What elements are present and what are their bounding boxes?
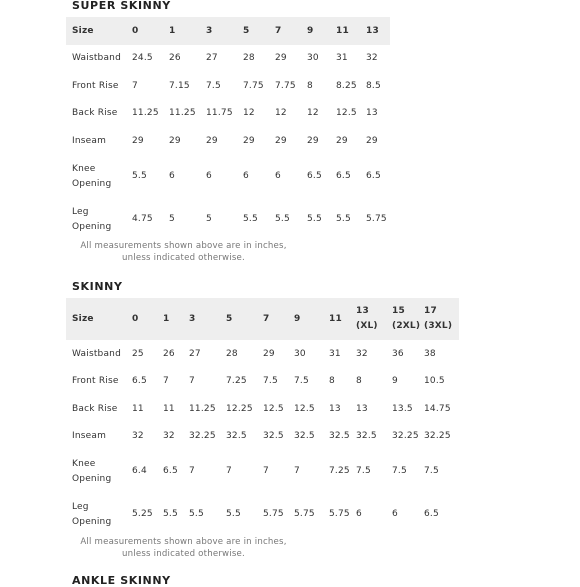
measurement-cell: 7 <box>294 466 300 476</box>
measurement-cell: 6.5 <box>336 171 351 181</box>
measurement-cell: 6.5 <box>163 466 178 476</box>
size-table-body <box>66 17 390 241</box>
size-table-skinny <box>66 298 459 536</box>
measurement-cell: 4.75 <box>132 214 153 224</box>
measurement-cell: 25 <box>132 348 144 359</box>
header-size-cell: 17 (3XL) <box>418 298 459 340</box>
header-size-cell: 0 <box>126 17 163 45</box>
measurement-cell: 12 <box>307 108 319 118</box>
measurement-cell: 11.75 <box>206 108 233 118</box>
measurement-cell: 29 <box>275 135 287 146</box>
measurement-cell: 12 <box>243 108 255 118</box>
measurement-cell: 7 <box>132 80 138 91</box>
header-size-cell: 1 <box>163 17 200 45</box>
measurement-cell: 13 <box>366 108 378 118</box>
size-table-super-skinny <box>66 17 390 241</box>
measurement-cell: 11.25 <box>132 108 159 118</box>
measurement-cell: 8 <box>329 376 335 386</box>
measurement-cell: 5.5 <box>243 214 258 224</box>
measurement-cell: 13.5 <box>392 403 413 414</box>
measurement-cell: 5.5 <box>275 214 290 224</box>
measurement-cell: 13 <box>356 403 368 414</box>
measurement-cell: 5.75 <box>294 509 315 519</box>
header-size-cell: 7 <box>257 298 288 340</box>
measurement-cell: 5.5 <box>226 509 241 519</box>
size-table-body <box>66 298 459 536</box>
measurement-cell: 32.5 <box>356 431 377 441</box>
measurement-cell: 32 <box>366 53 378 63</box>
header-size-cell: 15 (2XL) <box>386 298 418 340</box>
measurement-cell: 6.5 <box>366 171 381 181</box>
measurement-cell: 32 <box>132 431 144 441</box>
measurement-cell: 32.25 <box>392 431 419 441</box>
measurement-cell: 7 <box>226 466 232 476</box>
row-label: Leg Opening <box>72 206 112 232</box>
measurement-cell: 11.25 <box>189 403 216 414</box>
table-row <box>66 45 390 72</box>
measurement-cell: 12.5 <box>336 108 357 118</box>
header-size-cell: 3 <box>183 298 220 340</box>
header-size-cell: 5 <box>237 17 269 45</box>
measurement-cell: 32 <box>163 431 175 441</box>
measurement-cell: 8.5 <box>366 80 381 91</box>
measurement-cell: 31 <box>336 53 348 63</box>
measurement-cell: 7.5 <box>294 376 309 386</box>
row-label: Knee Opening <box>72 458 112 484</box>
measurement-cell: 28 <box>243 53 255 63</box>
row-label: Inseam <box>72 431 107 441</box>
measurement-cell: 26 <box>169 53 181 63</box>
header-size-cell: 1 <box>157 298 183 340</box>
section-title-super-skinny: SUPER SKINNY <box>72 0 171 12</box>
measurement-cell: 29 <box>263 348 275 359</box>
row-label: Front Rise <box>72 80 119 91</box>
table-row <box>66 450 459 493</box>
measurement-cell: 7.75 <box>275 80 296 91</box>
measurement-cell: 31 <box>329 348 341 359</box>
measurement-cell: 29 <box>243 135 255 146</box>
header-size-cell: 9 <box>301 17 330 45</box>
measurement-cell: 5.5 <box>189 509 204 519</box>
measurement-cell: 27 <box>189 348 201 359</box>
table-row <box>66 72 390 100</box>
measurement-cell: 5 <box>206 214 212 224</box>
table-row <box>66 368 459 395</box>
measurement-cell: 38 <box>424 348 436 359</box>
table-row <box>66 155 390 198</box>
measurement-cell: 5.75 <box>263 509 284 519</box>
measurement-cell: 13 <box>329 403 341 414</box>
measurement-cell: 12.5 <box>263 403 284 414</box>
header-size-cell: 13 (XL) <box>350 298 386 340</box>
measurement-cell: 5.25 <box>132 509 153 519</box>
note-line: All measurements shown above are in inches, <box>80 241 287 251</box>
measurement-cell: 12.5 <box>294 403 315 414</box>
measurement-cell: 5.5 <box>163 509 178 519</box>
measurement-cell: 5.75 <box>366 214 387 224</box>
measurement-cell: 6.5 <box>132 376 147 386</box>
measurement-cell: 7.15 <box>169 80 190 91</box>
measurement-cell: 32.5 <box>263 431 284 441</box>
measurement-cell: 29 <box>275 53 287 63</box>
measurement-cell: 6 <box>169 171 175 181</box>
table-row <box>66 100 390 127</box>
measurement-cell: 5.75 <box>329 509 350 519</box>
measurement-cell: 8 <box>356 376 362 386</box>
header-size-cell: 11 <box>330 17 360 45</box>
measurement-cell: 6 <box>356 509 362 519</box>
measurement-cell: 6 <box>275 171 281 181</box>
table-row <box>66 198 390 241</box>
measurement-cell: 8 <box>307 80 313 91</box>
measurement-note-skinny <box>66 536 301 560</box>
measurement-cell: 32.5 <box>294 431 315 441</box>
table-row <box>66 423 459 450</box>
measurement-cell: 32 <box>356 348 368 359</box>
row-label: Waistband <box>72 348 122 359</box>
measurement-cell: 11 <box>132 403 144 414</box>
measurement-cell: 30 <box>307 53 319 63</box>
table-header-row <box>66 298 459 340</box>
row-label: Inseam <box>72 135 107 146</box>
measurement-cell: 14.75 <box>424 403 451 414</box>
header-size-cell: 3 <box>200 17 237 45</box>
measurement-cell: 5.5 <box>307 214 322 224</box>
measurement-cell: 29 <box>206 135 218 146</box>
measurement-cell: 32.25 <box>424 431 451 441</box>
measurement-cell: 29 <box>307 135 319 146</box>
header-size-cell: 0 <box>126 298 157 340</box>
note-line: All measurements shown above are in inches, <box>80 537 287 547</box>
measurement-cell: 12.25 <box>226 403 253 414</box>
row-label: Waistband <box>72 53 122 63</box>
measurement-cell: 26 <box>163 348 175 359</box>
measurement-cell: 29 <box>336 135 348 146</box>
header-size-label: Size <box>66 298 126 340</box>
measurement-cell: 32.5 <box>329 431 350 441</box>
measurement-cell: 6.5 <box>307 171 322 181</box>
table-row <box>66 493 459 536</box>
header-size-cell: 7 <box>269 17 301 45</box>
measurement-cell: 7.5 <box>392 466 407 476</box>
measurement-cell: 7.25 <box>226 376 247 386</box>
header-size-cell: 13 <box>360 17 390 45</box>
table-row <box>66 340 459 368</box>
measurement-cell: 10.5 <box>424 376 445 386</box>
row-label: Back Rise <box>72 403 118 414</box>
measurement-cell: 30 <box>294 348 306 359</box>
measurement-cell: 7.5 <box>206 80 221 91</box>
row-label: Back Rise <box>72 108 118 118</box>
header-size-cell: 11 <box>323 298 350 340</box>
measurement-note-super-skinny <box>66 240 301 264</box>
header-size-cell: 5 <box>220 298 257 340</box>
measurement-cell: 27 <box>206 53 218 63</box>
measurement-cell: 6 <box>392 509 398 519</box>
measurement-cell: 7.25 <box>329 466 350 476</box>
measurement-cell: 9 <box>392 376 398 386</box>
measurement-cell: 29 <box>366 135 378 146</box>
measurement-cell: 7 <box>263 466 269 476</box>
measurement-cell: 7.5 <box>356 466 371 476</box>
measurement-cell: 7.5 <box>424 466 439 476</box>
row-label: Knee Opening <box>72 163 112 189</box>
measurement-cell: 28 <box>226 348 238 359</box>
measurement-cell: 6 <box>206 171 212 181</box>
header-size-cell: 9 <box>288 298 323 340</box>
measurement-cell: 5 <box>169 214 175 224</box>
measurement-cell: 7 <box>189 466 195 476</box>
note-line: unless indicated otherwise. <box>122 549 245 559</box>
section-title-skinny: SKINNY <box>72 280 123 293</box>
row-label: Leg Opening <box>72 501 112 527</box>
measurement-cell: 32.25 <box>189 431 216 441</box>
measurement-cell: 7 <box>189 376 195 386</box>
measurement-cell: 7 <box>163 376 169 386</box>
header-size-label: Size <box>66 17 126 45</box>
measurement-cell: 12 <box>275 108 287 118</box>
measurement-cell: 36 <box>392 348 404 359</box>
measurement-cell: 5.5 <box>132 171 147 181</box>
measurement-cell: 6 <box>243 171 249 181</box>
measurement-cell: 5.5 <box>336 214 351 224</box>
measurement-cell: 11 <box>163 403 175 414</box>
measurement-cell: 8.25 <box>336 80 357 91</box>
table-row <box>66 395 459 423</box>
measurement-cell: 7.5 <box>263 376 278 386</box>
measurement-cell: 6.5 <box>424 509 439 519</box>
measurement-cell: 29 <box>132 135 144 146</box>
table-row <box>66 127 390 155</box>
section-title-ankle-skinny: ANKLE SKINNY <box>72 574 171 587</box>
measurement-cell: 32.5 <box>226 431 247 441</box>
measurement-cell: 11.25 <box>169 108 196 118</box>
table-header-row <box>66 17 390 45</box>
measurement-cell: 29 <box>169 135 181 146</box>
measurement-cell: 7.75 <box>243 80 264 91</box>
measurement-cell: 6.4 <box>132 466 147 476</box>
note-line: unless indicated otherwise. <box>122 253 245 263</box>
row-label: Front Rise <box>72 376 119 386</box>
measurement-cell: 24.5 <box>132 53 153 63</box>
